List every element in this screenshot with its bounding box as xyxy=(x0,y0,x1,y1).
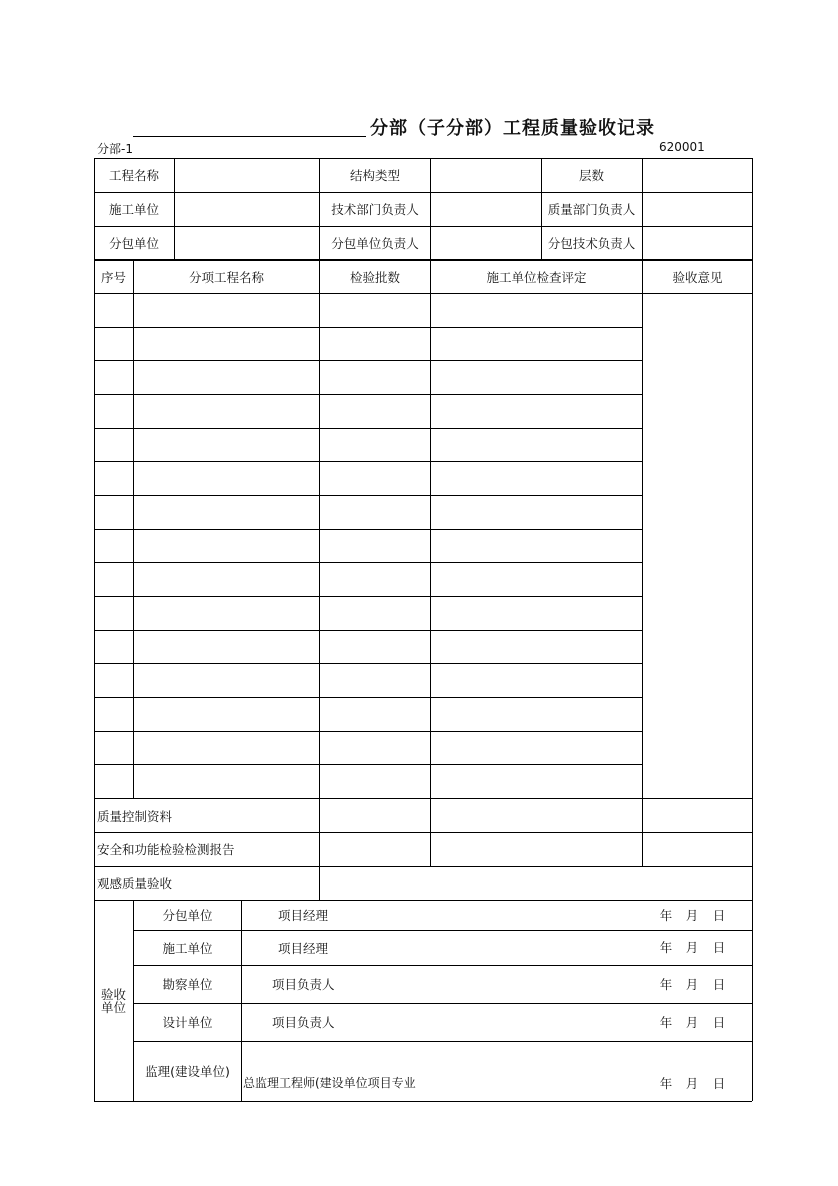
date-year-2: 年 xyxy=(659,977,673,992)
table-right-border xyxy=(752,158,753,1101)
grid-line xyxy=(94,866,752,867)
date-year-0: 年 xyxy=(659,908,673,923)
date-month-2: 月 xyxy=(685,977,699,992)
items-bottom-line xyxy=(94,798,752,799)
acceptance-role-subcontractor: 项目经理 xyxy=(278,908,329,923)
acceptance-unit-supervision: 监理(建设单位) xyxy=(145,1064,230,1079)
acceptance-role-design: 项目负责人 xyxy=(272,1015,335,1030)
grid-line xyxy=(642,260,643,866)
form-code: 分部-1 xyxy=(97,142,133,156)
grid-line xyxy=(94,293,752,294)
table-top-border xyxy=(94,158,752,159)
grid-line xyxy=(541,158,542,260)
item-row-line xyxy=(94,562,642,563)
item-row-line xyxy=(94,360,642,361)
date-month-3: 月 xyxy=(685,1015,699,1030)
item-row-line xyxy=(94,731,642,732)
item-row-line xyxy=(94,630,642,631)
project-name-label: 工程名称 xyxy=(108,168,159,183)
grid-line xyxy=(94,226,752,227)
acceptance-unit-contractor: 施工单位 xyxy=(162,940,213,956)
quality-manager-label: 质量部门负责人 xyxy=(547,202,636,217)
grid-line xyxy=(94,192,752,193)
date-day-3: 日 xyxy=(712,1015,726,1030)
structure-type-label: 结构类型 xyxy=(349,168,400,183)
item-row-line xyxy=(94,461,642,462)
col-header-seq: 序号 xyxy=(100,270,126,285)
date-day-4: 日 xyxy=(712,1076,726,1091)
date-month-4: 月 xyxy=(685,1076,699,1091)
grid-line xyxy=(642,158,643,260)
grid-line xyxy=(94,260,752,261)
item-row-line xyxy=(94,394,642,395)
contractor-label: 施工单位 xyxy=(108,202,159,217)
tech-manager-field[interactable] xyxy=(431,192,541,226)
grid-line xyxy=(319,260,320,900)
acceptance-units-label-line1: 验收 xyxy=(100,987,126,1002)
tech-manager-label: 技术部门负责人 xyxy=(331,202,419,217)
acceptance-unit-subcontractor: 分包单位 xyxy=(162,908,213,923)
col-header-contractor-eval: 施工单位检查评定 xyxy=(486,270,587,285)
grid-line xyxy=(430,158,431,260)
acceptance-units-label xyxy=(94,900,133,1102)
floors-label: 层数 xyxy=(578,168,604,183)
appearance-label: 观感质量验收 xyxy=(97,876,173,891)
acceptance-role-survey: 项目负责人 xyxy=(272,977,335,992)
acceptance-role-contractor: 项目经理 xyxy=(278,940,329,956)
sub-manager-field[interactable] xyxy=(431,226,541,259)
date-day-1: 日 xyxy=(712,940,726,955)
item-row-line xyxy=(94,529,642,530)
item-row-line xyxy=(94,663,642,664)
project-name-field[interactable] xyxy=(175,158,319,192)
date-month-0: 月 xyxy=(685,908,699,923)
grid-line xyxy=(133,930,752,931)
grid-line xyxy=(174,158,175,260)
date-day-2: 日 xyxy=(712,977,726,992)
grid-line xyxy=(94,900,752,901)
grid-line xyxy=(133,1041,752,1042)
item-row-line xyxy=(94,764,642,765)
sub-tech-manager-label: 分包技术负责人 xyxy=(547,235,636,251)
date-year-3: 年 xyxy=(659,1015,673,1030)
col-header-acceptance-opinion: 验收意见 xyxy=(672,270,723,285)
acceptance-role-supervision: 总监理工程师(建设单位项目专业 xyxy=(243,1075,416,1090)
item-row-line xyxy=(94,327,642,328)
date-year-1: 年 xyxy=(659,940,673,955)
acceptance-units-label-line2: 单位 xyxy=(100,1000,126,1015)
sub-manager-label: 分包单位负责人 xyxy=(331,235,419,251)
grid-line xyxy=(133,965,752,966)
grid-line xyxy=(319,158,320,260)
sub-tech-manager-field[interactable] xyxy=(643,226,752,259)
structure-type-field[interactable] xyxy=(431,158,541,192)
safety-report-label: 安全和功能检验检测报告 xyxy=(97,842,235,857)
date-day-0: 日 xyxy=(712,908,726,923)
subcontractor-label: 分包单位 xyxy=(108,235,159,251)
contractor-field[interactable] xyxy=(175,192,319,226)
quality-manager-field[interactable] xyxy=(643,192,752,226)
item-row-line xyxy=(94,596,642,597)
date-year-4: 年 xyxy=(659,1076,673,1091)
acceptance-unit-survey: 勘察单位 xyxy=(162,977,213,992)
grid-line xyxy=(94,832,752,833)
acceptance-unit-design: 设计单位 xyxy=(162,1015,213,1030)
col-header-item-name: 分项工程名称 xyxy=(188,270,264,285)
grid-line xyxy=(133,1003,752,1004)
page-title: 分部（子分部）工程质量验收记录 xyxy=(370,118,655,139)
grid-line xyxy=(133,260,134,798)
doc-number: 620001 xyxy=(659,140,705,154)
quality-data-label: 质量控制资料 xyxy=(97,808,173,824)
col-header-batch-count: 检验批数 xyxy=(349,270,400,285)
subcontractor-field[interactable] xyxy=(175,226,319,259)
item-row-line xyxy=(94,428,642,429)
date-month-1: 月 xyxy=(685,940,699,955)
table-bottom-border xyxy=(94,1101,752,1102)
floors-field[interactable] xyxy=(643,158,752,192)
item-row-line xyxy=(94,495,642,496)
grid-line xyxy=(430,260,431,866)
item-row-line xyxy=(94,697,642,698)
